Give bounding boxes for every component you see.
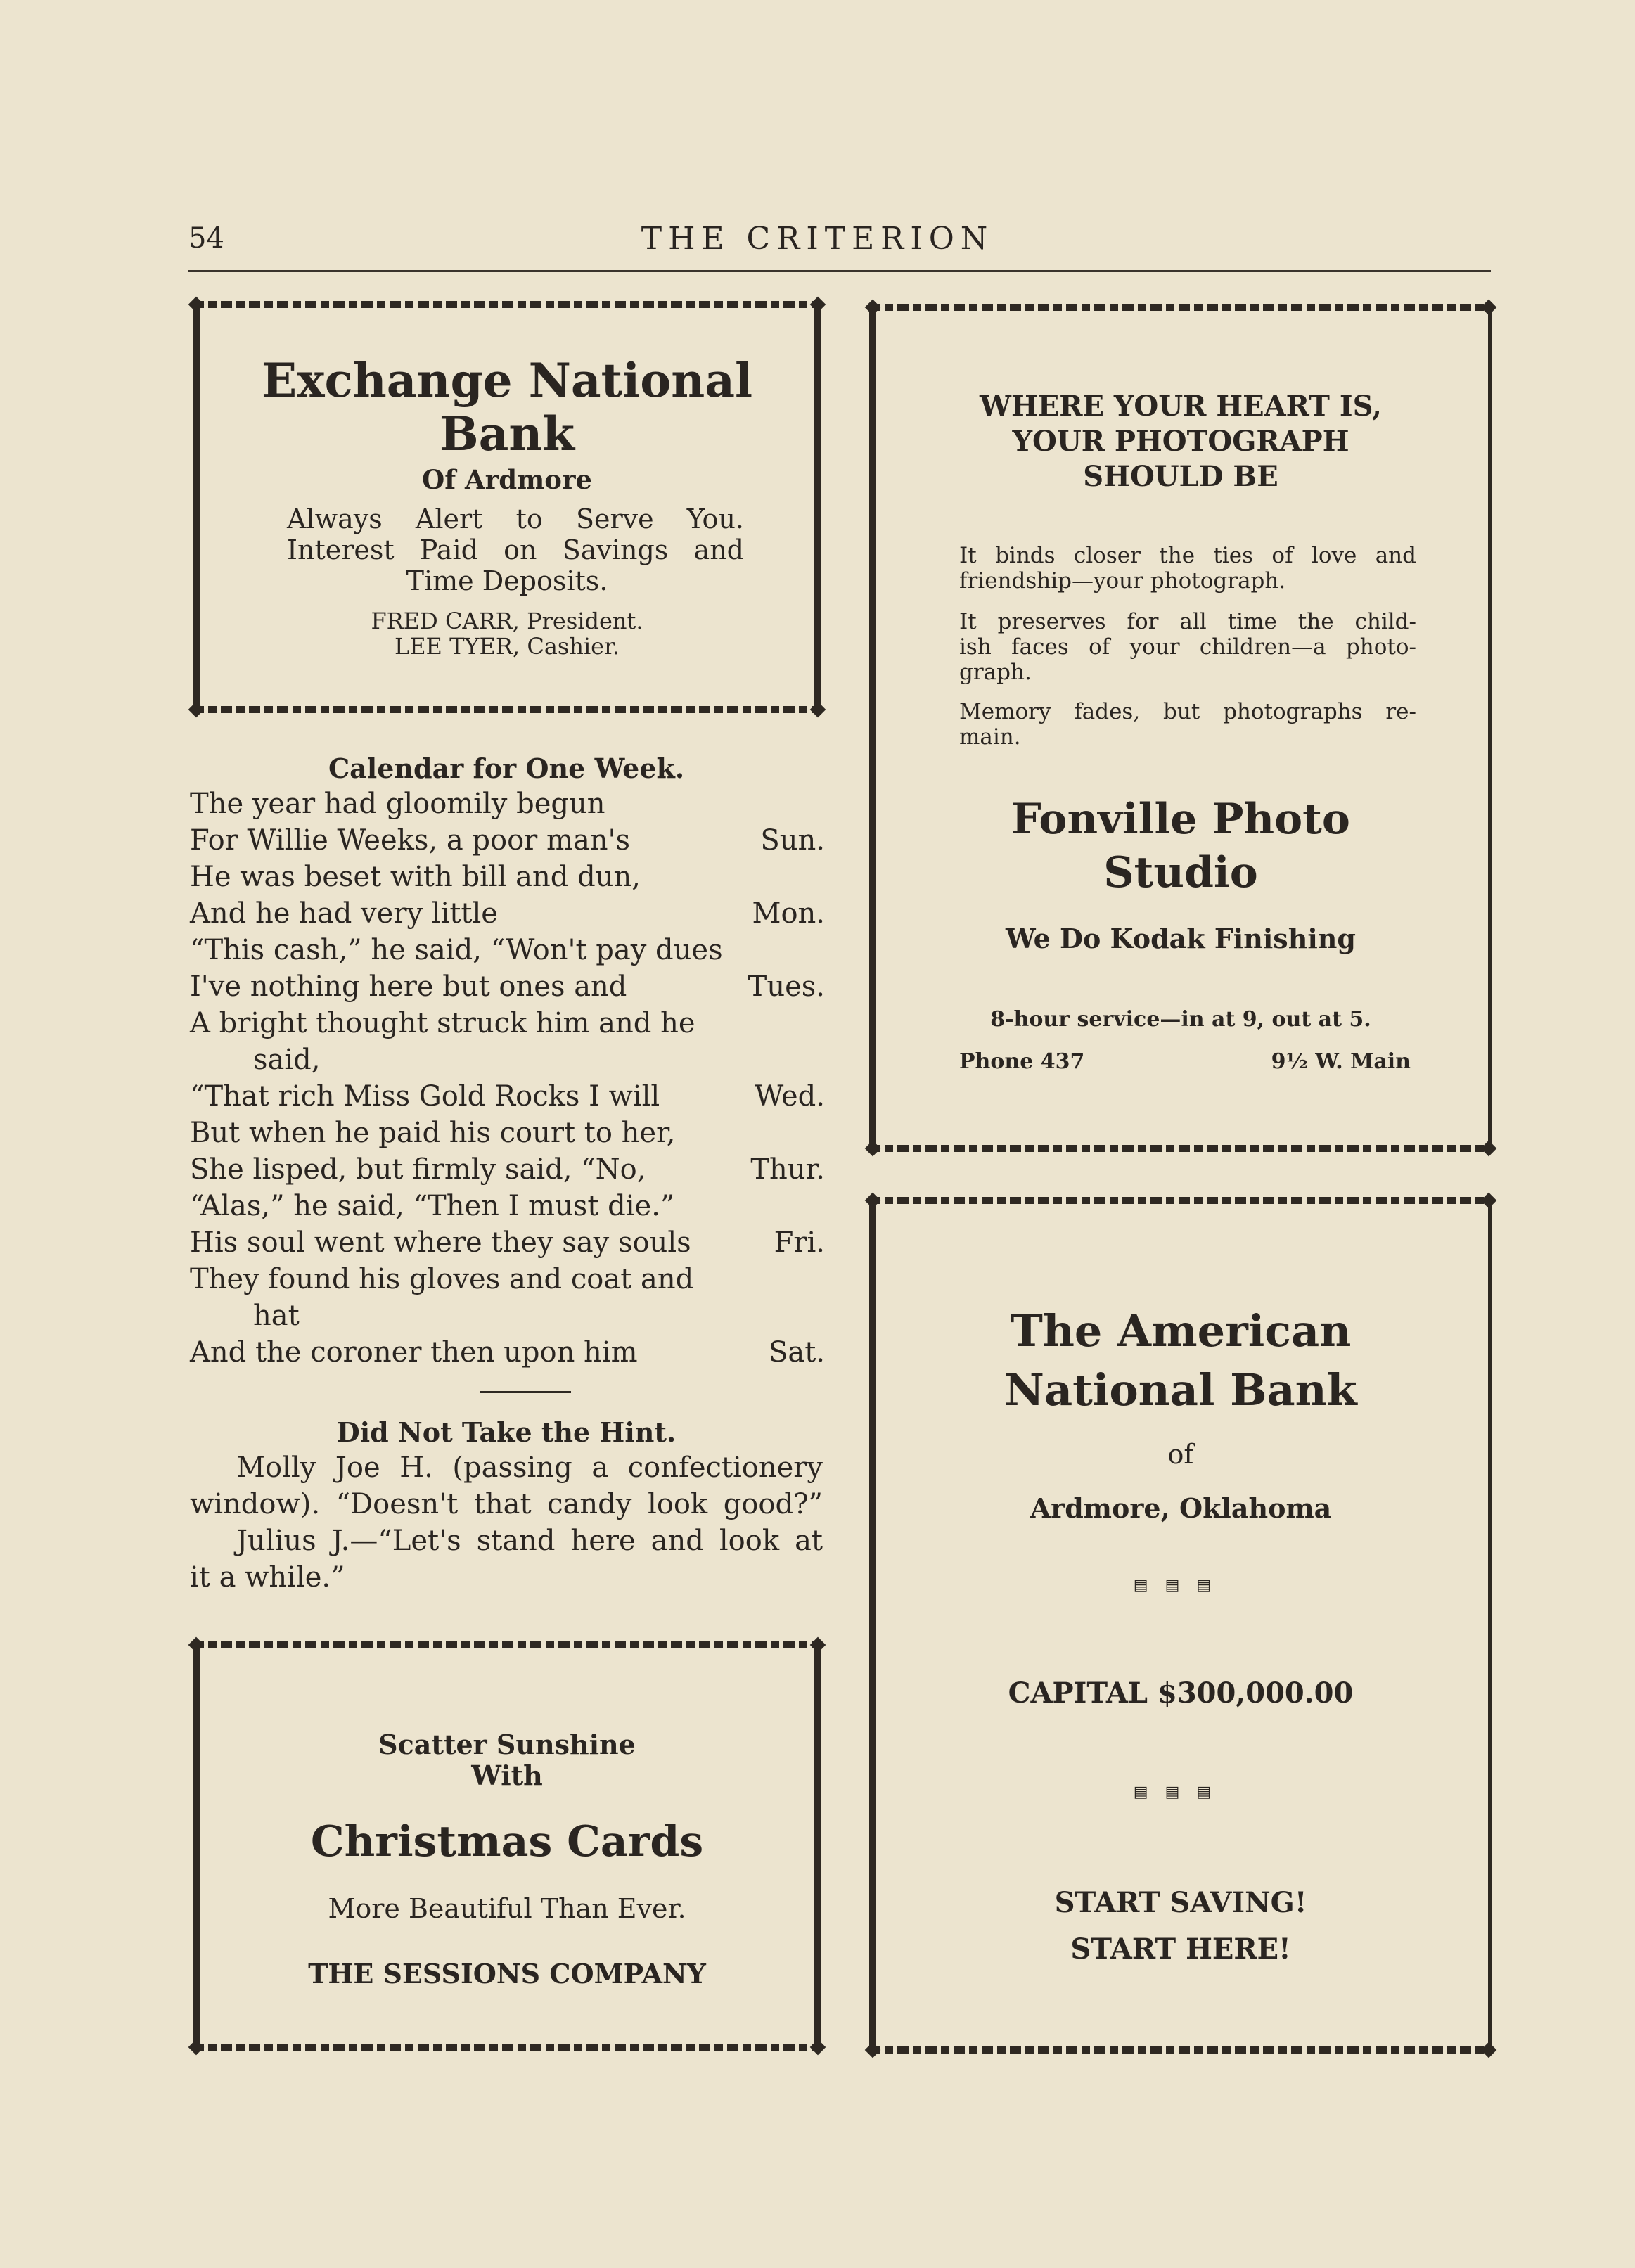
fonville-p3-line-2: main. (959, 724, 1021, 750)
hint-p2-line-2: it a while.” (190, 1561, 345, 1594)
poem-line-15: hat (253, 1300, 300, 1332)
poem-line-10: But when he paid his court to her, (190, 1117, 676, 1149)
poem-line-3: He was beset with bill and dun, (190, 861, 641, 893)
poem-line-5: “This cash,” he said, “Won't pay dues (190, 934, 723, 966)
ornament-row-1 (876, 1577, 1485, 1594)
exchange-bank-ad (193, 301, 821, 713)
ornament-mark: ▤ (1165, 1577, 1197, 1594)
header-rule (188, 270, 1491, 272)
exchange-bank-line-3: Time Deposits. (406, 565, 608, 596)
poem-line-8: said, (253, 1044, 321, 1076)
fonville-name-1: Fonville Photo (1011, 795, 1350, 844)
exchange-bank-line-2: Interest Paid on Savings and (287, 534, 744, 565)
ornament-mark: ▤ (1196, 1783, 1229, 1801)
fonville-p2-line-3: graph. (959, 660, 1032, 685)
fonville-p2-line-2: ish faces of your children—a photo- (959, 634, 1416, 660)
ornament-mark: ▤ (1196, 1577, 1229, 1594)
fonville-service: We Do Kodak Finishing (1006, 923, 1356, 954)
poem-line-6: I've nothing here but ones and (190, 970, 627, 1003)
american-bank-slogan-2: START HERE! (1070, 1933, 1291, 1966)
fonville-p3-line-1: Memory fades, but photographs re- (959, 699, 1416, 724)
exchange-bank-name-1: Exchange National (261, 353, 753, 408)
fonville-head-2: YOUR PHOTOGRAPH (1012, 425, 1349, 458)
poem-day-sun: Sun. (760, 824, 825, 857)
hint-p1-line-2: window). “Doesn't that candy look good?” (190, 1488, 823, 1520)
poem-day-wed: Wed. (755, 1080, 825, 1113)
poem-line-4: And he had very little (190, 897, 498, 930)
fonville-name-2: Studio (1103, 848, 1258, 897)
poem-line-11: She lisped, but firmly said, “No, (190, 1153, 646, 1186)
american-bank-capital: CAPITAL $300,000.00 (1008, 1677, 1354, 1710)
exchange-bank-cashier: LEE TYER, Cashier. (394, 633, 620, 660)
poem-line-14: They found his gloves and coat and (190, 1263, 694, 1295)
ornament-mark: ▤ (1165, 1783, 1197, 1801)
poem-day-thur: Thur. (750, 1153, 825, 1186)
exchange-bank-location: Of Ardmore (422, 464, 592, 495)
ornament-row-2 (876, 1783, 1485, 1801)
ornament-mark: ▤ (1133, 1577, 1165, 1594)
hint-title: Did Not Take the Hint. (336, 1416, 677, 1448)
exchange-bank-name-2: Bank (439, 406, 575, 461)
running-head: THE CRITERION (641, 221, 994, 257)
poem-line-2: For Willie Weeks, a poor man's (190, 824, 631, 857)
american-bank-name-1: The American (1010, 1305, 1352, 1357)
fonville-p2-line-1: It preserves for all time the child- (959, 609, 1416, 634)
fonville-p1-line-1: It binds closer the ties of love and (959, 543, 1416, 568)
poem-line-9: “That rich Miss Gold Rocks I will (190, 1080, 660, 1113)
sessions-headline: Christmas Cards (310, 1817, 704, 1866)
poem-line-12: “Alas,” he said, “Then I must die.” (190, 1190, 675, 1222)
section-divider (480, 1391, 571, 1393)
sessions-line-1: Scatter Sunshine (378, 1729, 636, 1760)
poem-day-sat: Sat. (768, 1336, 825, 1369)
fonville-hours: 8-hour service—in at 9, out at 5. (990, 1007, 1371, 1032)
poem-line-1: The year had gloomily begun (190, 788, 605, 820)
exchange-bank-president: FRED CARR, President. (371, 608, 643, 634)
poem-day-mon: Mon. (752, 897, 825, 930)
fonville-address: 9½ W. Main (1271, 1049, 1411, 1074)
hint-p1-line-1: Molly Joe H. (passing a confectionery (236, 1452, 823, 1484)
poem-day-tues: Tues. (748, 970, 825, 1003)
fonville-head-3: SHOULD BE (1083, 460, 1278, 493)
poem-line-13: His soul went where they say souls (190, 1226, 691, 1259)
poem-line-16: And the coroner then upon him (190, 1336, 638, 1369)
american-bank-location: Ardmore, Oklahoma (1030, 1492, 1332, 1524)
american-bank-name-2: National Bank (1004, 1364, 1357, 1416)
fonville-ad (869, 304, 1492, 1152)
american-bank-of: of (1167, 1439, 1194, 1470)
exchange-bank-line-1: Always Alert to Serve You. (287, 504, 744, 534)
sessions-ad (193, 1641, 821, 2051)
poem-day-fri: Fri. (774, 1226, 825, 1259)
fonville-p1-line-2: friendship—your photograph. (959, 568, 1286, 594)
hint-p2-line-1: Julius J.—“Let's stand here and look at (236, 1525, 823, 1557)
page-number: 54 (188, 222, 224, 255)
fonville-phone: Phone 437 (959, 1049, 1085, 1074)
fonville-head-1: WHERE YOUR HEART IS, (980, 390, 1382, 423)
american-bank-slogan-1: START SAVING! (1054, 1886, 1307, 1919)
sessions-tagline: More Beautiful Than Ever. (328, 1893, 686, 1924)
poem-title: Calendar for One Week. (328, 752, 685, 784)
ornament-mark: ▤ (1133, 1783, 1165, 1801)
sessions-line-2: With (471, 1760, 543, 1791)
sessions-company: THE SESSIONS COMPANY (308, 1958, 706, 1990)
american-bank-ad (869, 1197, 1492, 2054)
poem-line-7: A bright thought struck him and he (190, 1007, 695, 1039)
